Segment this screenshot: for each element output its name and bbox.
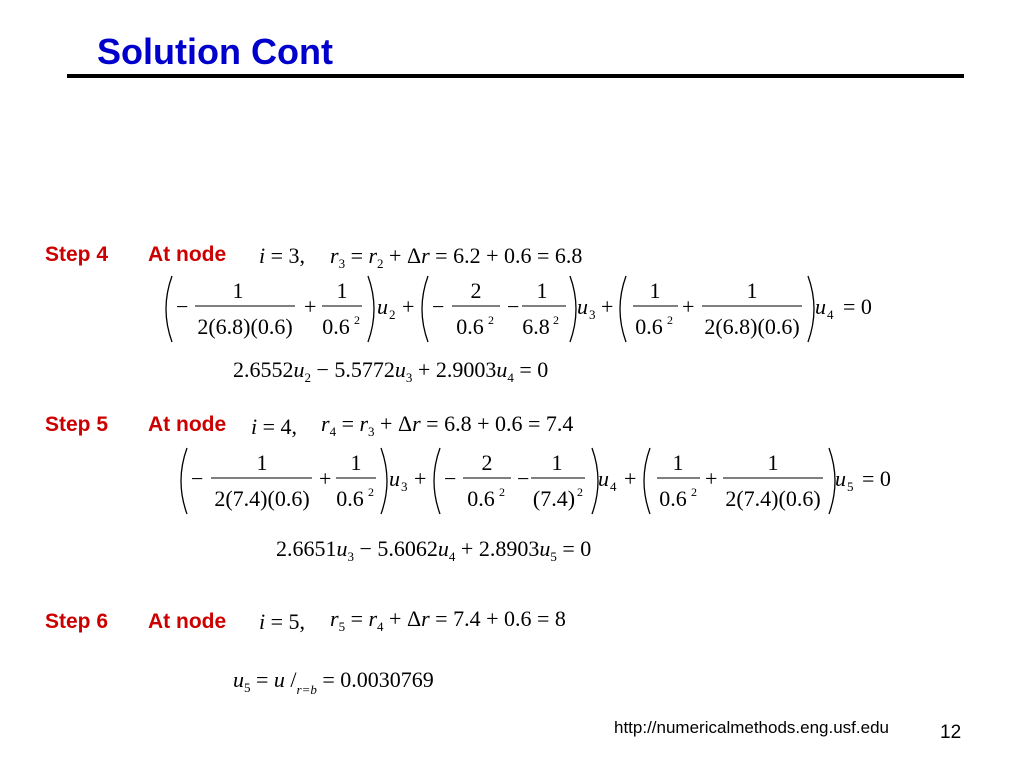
svg-text:1: 1 (232, 278, 244, 303)
step-6-r-eq: $r_5 = r_4 + \Delta r = 7.4 + 0.6 = 8$ (330, 606, 566, 634)
svg-text:1: 1 (350, 450, 362, 475)
slide-title: Solution Cont (97, 31, 333, 72)
step-6-index-eq: i = 5, (259, 609, 306, 634)
svg-text:−: − (176, 294, 189, 319)
svg-text:3: 3 (401, 479, 408, 494)
svg-text:2: 2 (488, 313, 494, 327)
svg-text:+: + (319, 466, 332, 491)
svg-text:3: 3 (589, 307, 596, 322)
step-5-big-equation (181, 448, 891, 514)
svg-text:2: 2 (577, 485, 583, 499)
svg-text:0.6: 0.6 (467, 486, 495, 511)
step-4-r-eq: $r_3 = r_2 + \Delta r = 6.2 + 0.6 = 6.8$ (330, 243, 583, 271)
svg-text:u: u (377, 294, 388, 319)
svg-text:+: + (624, 466, 637, 491)
footer-url-link[interactable]: http://numericalmethods.eng.usf.edu (614, 718, 889, 737)
svg-text:−: − (507, 294, 520, 319)
svg-text:1: 1 (746, 278, 758, 303)
svg-text:1: 1 (256, 450, 268, 475)
step-6-number: Step 6 (45, 610, 109, 633)
svg-text:2(6.8)(0.6): 2(6.8)(0.6) (704, 314, 800, 339)
svg-text:1: 1 (336, 278, 348, 303)
svg-text:u: u (835, 466, 846, 491)
svg-text:= 0: = 0 (862, 466, 891, 491)
svg-text:−: − (432, 294, 445, 319)
svg-text:1: 1 (536, 278, 548, 303)
svg-text:u: u (815, 294, 826, 319)
svg-text:+: + (304, 294, 317, 319)
svg-text:0.6: 0.6 (635, 314, 663, 339)
step-4-index-eq: i = 3, (259, 243, 306, 268)
step-6-at-node: At node (148, 610, 227, 633)
svg-text:2: 2 (553, 313, 559, 327)
step-6-result: $u_5 = u$ $/_{r=b} = 0.0030769$ (233, 667, 434, 697)
step-4-number: Step 4 (45, 243, 109, 266)
svg-text:2: 2 (691, 485, 697, 499)
step-4-big-equation (166, 276, 872, 342)
svg-text:2(7.4)(0.6): 2(7.4)(0.6) (214, 486, 310, 511)
svg-text:+: + (601, 294, 614, 319)
svg-text:4: 4 (827, 307, 834, 322)
svg-text:2: 2 (354, 313, 360, 327)
svg-text:1: 1 (649, 278, 661, 303)
step-5-number: Step 5 (45, 413, 109, 436)
svg-text:2: 2 (368, 485, 374, 499)
svg-text:+: + (682, 294, 695, 319)
page-number: 12 (940, 722, 962, 743)
step-4-at-node: At node (148, 243, 227, 266)
svg-text:u: u (598, 466, 609, 491)
svg-text:0.6: 0.6 (336, 486, 364, 511)
svg-text:5: 5 (847, 479, 854, 494)
step-5-r-eq: $r_4 = r_3 + \Delta r = 6.8 + 0.6 = 7.4$ (321, 411, 574, 439)
step-5-at-node: At node (148, 413, 227, 436)
svg-text:+: + (402, 294, 415, 319)
svg-text:2: 2 (667, 313, 673, 327)
svg-text:6.8: 6.8 (522, 314, 550, 339)
svg-text:2: 2 (470, 278, 482, 303)
svg-text:2: 2 (499, 485, 505, 499)
step-5-result: $2.6651u_3 - 5.6062u_4 + 2.8903u_5 = 0$ (276, 536, 592, 564)
step-4-result: $2.6552u_2 - 5.5772u_3 + 2.9003u_4 = 0$ (233, 357, 549, 385)
svg-text:+: + (705, 466, 718, 491)
svg-text:1: 1 (767, 450, 779, 475)
svg-text:0.6: 0.6 (659, 486, 687, 511)
svg-text:−: − (444, 466, 457, 491)
svg-text:2(7.4)(0.6): 2(7.4)(0.6) (725, 486, 821, 511)
svg-text:u: u (389, 466, 400, 491)
svg-text:4: 4 (610, 479, 617, 494)
svg-text:2: 2 (389, 307, 396, 322)
svg-text:+: + (414, 466, 427, 491)
svg-text:−: − (517, 466, 530, 491)
step-5-index-eq: i = 4, (251, 414, 298, 439)
svg-text:1: 1 (672, 450, 684, 475)
svg-text:= 0: = 0 (843, 294, 872, 319)
svg-text:(7.4): (7.4) (532, 486, 576, 511)
svg-text:1: 1 (551, 450, 563, 475)
svg-text:−: − (191, 466, 204, 491)
svg-text:0.6: 0.6 (322, 314, 350, 339)
svg-text:2(6.8)(0.6): 2(6.8)(0.6) (197, 314, 293, 339)
svg-text:u: u (577, 294, 588, 319)
svg-text:2: 2 (481, 450, 493, 475)
svg-text:0.6: 0.6 (456, 314, 484, 339)
